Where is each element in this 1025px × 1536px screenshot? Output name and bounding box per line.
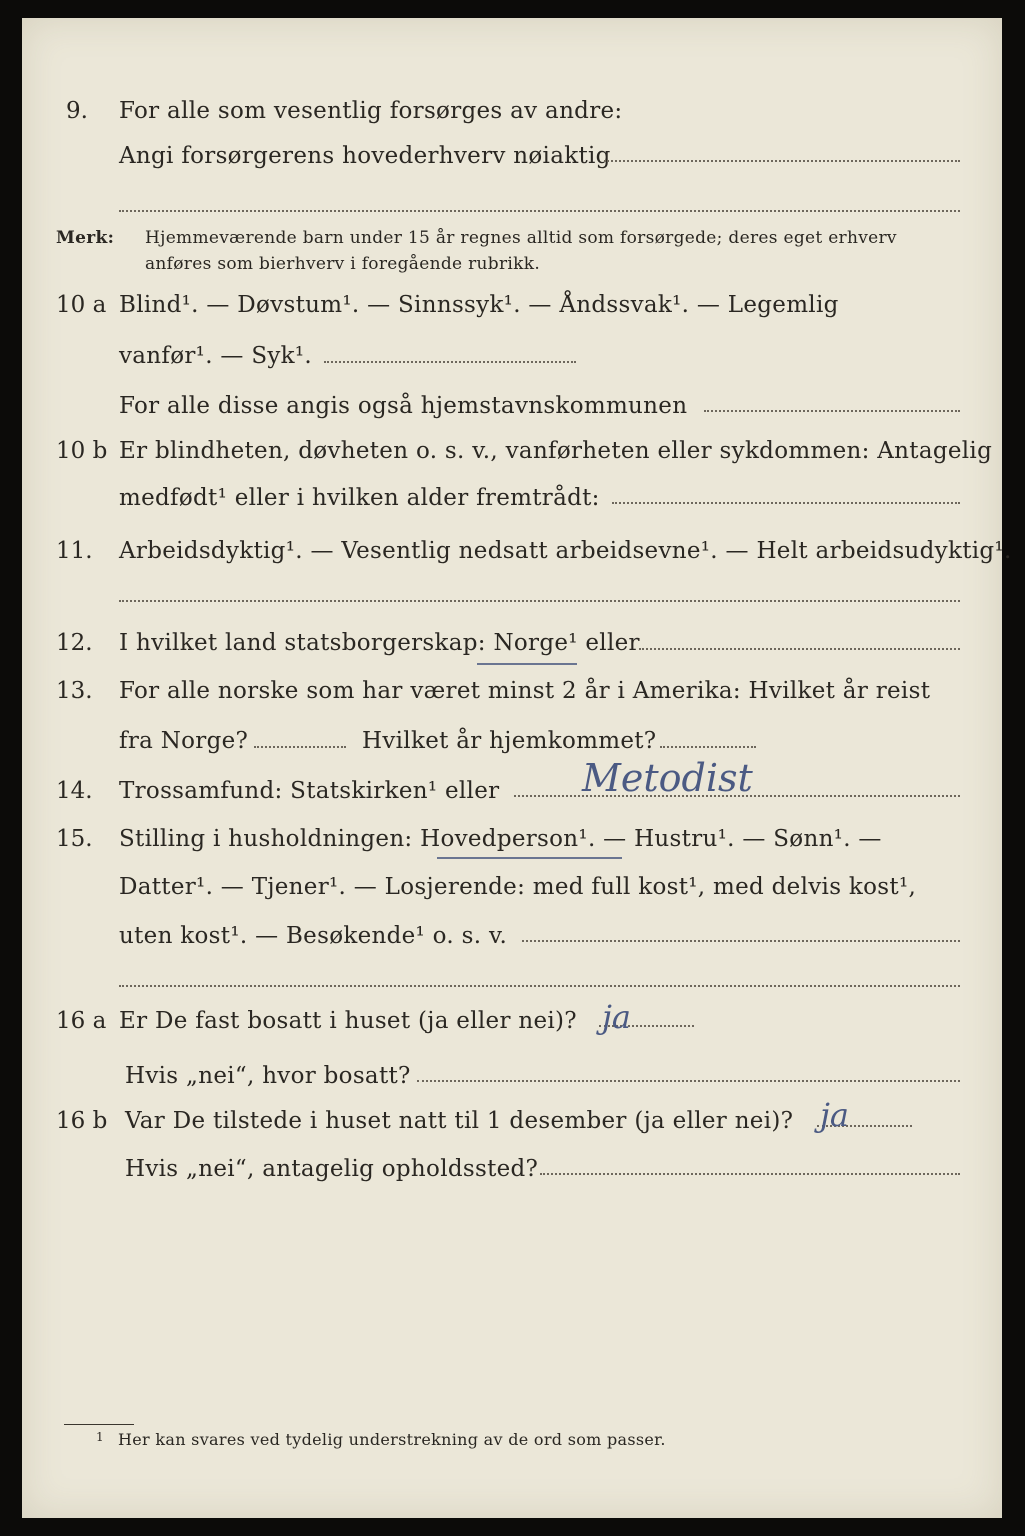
q10a-text-3: For alle disse angis også hjemstavnskommunen [119,393,688,419]
q16b-number: 16 b [56,1108,108,1134]
q14-number: 14. [56,778,93,804]
norge-underline [477,663,577,665]
q14-handwritten-answer: Metodist [582,756,753,800]
q16a-number: 16 a [56,1008,107,1034]
q12-answer-line[interactable] [639,648,960,650]
q10a-answer-line-2[interactable] [704,410,960,412]
q15-text: Stilling i husholdningen: Hovedperson¹. — Hustru¹. — Sønn¹. — [119,826,882,852]
q9-number: 9. [66,98,88,124]
q16b-text-2: Hvis „nei“, antagelig opholdssted? [125,1156,539,1182]
q9-text-2: Angi forsørgerens hovederhverv nøiaktig [119,143,611,169]
q12-number: 12. [56,630,93,656]
q9-answer-line[interactable] [604,160,960,162]
q10a-answer-line[interactable] [324,361,576,363]
q11-text: Arbeidsdyktig¹. — Vesentlig nedsatt arbeidsevne¹. — Helt arbeidsudyktig¹. [119,538,1012,564]
q9-answer-line-2[interactable] [119,210,960,212]
q10b-text: Er blindheten, døvheten o. s. v., vanførheten eller sykdommen: Antagelig [119,438,993,464]
note-label: Merk: [56,228,115,248]
q15-text-2: Datter¹. — Tjener¹. — Losjerende: med full kost¹, med delvis kost¹, [119,874,917,900]
footnote-text: Her kan svares ved tydelig understrekning av de ord som passer. [118,1430,666,1449]
q10a-number: 10 a [56,292,107,318]
q10a-text: Blind¹. — Døvstum¹. — Sinnssyk¹. — Åndssvak¹. — Legemlig [119,292,839,318]
q16b-handwritten-answer: ja [820,1096,849,1134]
q10b-answer-line[interactable] [612,502,960,504]
q16b-text: Var De tilstede i huset natt til 1 desember (ja eller nei)? [125,1108,794,1134]
q13-text-2b: Hvilket år hjemkommet? [362,728,657,754]
q16a-text-2: Hvis „nei“, hvor bosatt? [125,1063,411,1089]
q16a-handwritten-answer: ja [602,998,631,1036]
q15-answer-line-2[interactable] [119,985,960,987]
hovedperson-underline [437,857,622,859]
q13-text-2a: fra Norge? [119,728,249,754]
q16a-answer-line-2[interactable] [417,1080,960,1082]
q9-text: For alle som vesentlig forsørges av andre: [119,98,623,124]
q15-number: 15. [56,826,93,852]
footnote-mark: 1 [96,1430,104,1444]
q16b-answer-line-2[interactable] [540,1173,960,1175]
note-text: Hjemmeværende barn under 15 år regnes alltid som forsørgede; deres eget erhverv [145,228,897,248]
census-form-page [22,18,1012,1518]
q15-text-3: uten kost¹. — Besøkende¹ o. s. v. [119,923,508,949]
q10b-number: 10 b [56,438,108,464]
note-text-2: anføres som bierhverv i foregående rubrikk. [145,254,541,274]
q10a-text-2: vanfør¹. — Syk¹. [119,343,313,369]
q13-number: 13. [56,678,93,704]
q13-return-line[interactable] [660,746,756,748]
q12-text: I hvilket land statsborgerskap: Norge¹ eller [119,630,640,656]
q11-answer-line[interactable] [119,600,960,602]
q14-text: Trossamfund: Statskirken¹ eller [119,778,500,804]
q13-departure-line[interactable] [254,746,346,748]
q16a-text: Er De fast bosatt i huset (ja eller nei)? [119,1008,577,1034]
q15-answer-line[interactable] [522,940,960,942]
q13-text: For alle norske som har været minst 2 år i Amerika: Hvilket år reist [119,678,931,704]
q11-number: 11. [56,538,93,564]
footnote-divider [64,1424,134,1425]
q10b-text-2: medfødt¹ eller i hvilken alder fremtrådt: [119,485,600,511]
